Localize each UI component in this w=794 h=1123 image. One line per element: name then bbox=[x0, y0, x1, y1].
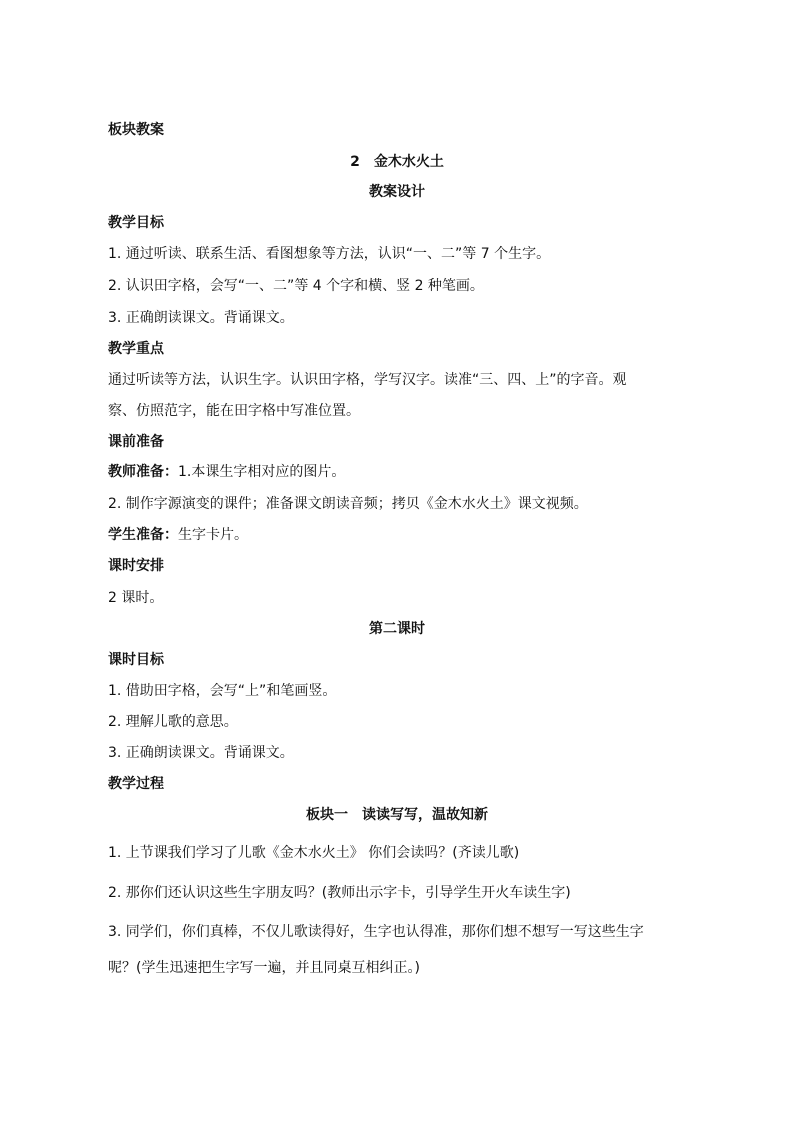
teacher-prep-item: 2. 制作字源演变的课件；准备课文朗读音频；拷贝《金木水火土》课文视频。 bbox=[108, 496, 588, 512]
process-step-3-line2: 呢？(学生迅速把生字写一遍，并且同桌互相纠正。) bbox=[108, 960, 420, 976]
lesson2-title: 第二课时 bbox=[369, 621, 425, 637]
focus-heading: 教学重点 bbox=[108, 341, 164, 357]
lesson2-goal-item: 3. 正确朗读课文。背诵课文。 bbox=[108, 745, 294, 761]
schedule-heading: 课时安排 bbox=[108, 558, 164, 574]
teacher-prep-item: 1.本课生字相对应的图片。 bbox=[178, 464, 346, 480]
goal-item: 3. 正确朗读课文。背诵课文。 bbox=[108, 310, 294, 326]
lesson2-goals-heading: 课时目标 bbox=[108, 652, 164, 668]
process-heading: 教学过程 bbox=[108, 776, 164, 792]
block-title: 板块一 读读写写，温故知新 bbox=[306, 807, 488, 823]
focus-text-line2: 察、仿照范字，能在田字格中写准位置。 bbox=[108, 403, 360, 419]
schedule-text: 2 课时。 bbox=[108, 590, 164, 606]
focus-text-line1: 通过听读等方法，认识生字。认识田字格，学写汉字。读准“三、四、上”的字音。观 bbox=[108, 372, 627, 388]
student-prep-line bbox=[108, 525, 248, 545]
lesson2-goal-item: 1. 借助田字格，会写“上”和笔画竖。 bbox=[108, 683, 337, 699]
section-subtitle: 教案设计 bbox=[369, 184, 425, 200]
goal-item: 2. 认识田字格，会写“一、二”等 4 个字和横、竖 2 种笔画。 bbox=[108, 278, 484, 294]
header-label: 板块教案 bbox=[108, 122, 164, 138]
prep-heading: 课前准备 bbox=[108, 434, 164, 450]
teacher-prep-line bbox=[108, 462, 345, 482]
student-prep-text: 生字卡片。 bbox=[178, 527, 248, 543]
teacher-prep-label: 教师准备： bbox=[108, 464, 178, 480]
goal-item: 1. 通过听读、联系生活、看图想象等方法，认识“一、二”等 7 个生字。 bbox=[108, 246, 551, 262]
lesson-title: 2 金木水火土 bbox=[350, 154, 444, 170]
process-step-3-line1: 3. 同学们，你们真棒，不仅儿歌读得好，生字也认得准，那你们想不想写一写这些生字 bbox=[108, 924, 644, 940]
process-step: 1. 上节课我们学习了儿歌《金木水火土》 你们会读吗？(齐读儿歌) bbox=[108, 845, 520, 861]
lesson2-goal-item: 2. 理解儿歌的意思。 bbox=[108, 714, 238, 730]
process-step: 2. 那你们还认识这些生字朋友吗？(教师出示字卡，引导学生开火车读生字) bbox=[108, 885, 571, 901]
goals-heading: 教学目标 bbox=[108, 215, 164, 231]
student-prep-label: 学生准备： bbox=[108, 527, 178, 543]
